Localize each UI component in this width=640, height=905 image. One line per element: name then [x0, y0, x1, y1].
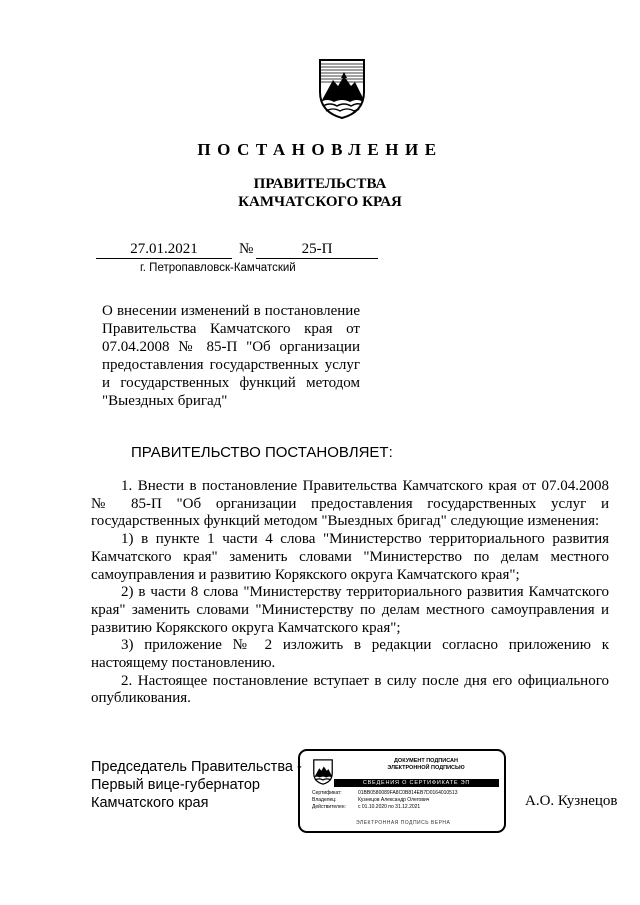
decree-paragraph: 2) в части 8 слова "Министерству территориального развития Камчатского края" заменить словами "Министерству по делам местного самоуправления и развитию Корякского округа Камчатского края";: [91, 584, 609, 636]
stamp-certificate-row: [312, 790, 458, 797]
signatory-position-line: Первый вице-губернатор: [91, 777, 260, 793]
stamp-header: [356, 758, 496, 772]
decree-paragraph: 1. Внести в постановление Правительства Камчатского края от 07.04.2008 № 85-П "Об организации предоставления государственных услуг и государственных функций методом "Выездных бригад" следующие изменения:: [91, 478, 609, 530]
stamp-row-value: 01BB0580089FA8C0B814EB7D0164010513: [358, 790, 458, 796]
stamp-row-label: Сертификат:: [312, 790, 342, 796]
signatory-position-line: Председатель Правительства -: [91, 759, 302, 775]
decree-paragraph: 1) в пункте 1 части 4 слова "Министерство территориального развития Камчатского края" заменить словами "Министерство по делам местного самоуправления и развитию Корякского округа Камчатского края";: [91, 531, 609, 583]
number-sign: №: [239, 241, 254, 257]
stamp-footer: ЭЛЕКТРОННАЯ ПОДПИСЬ ВЕРНА: [356, 820, 451, 826]
decree-paragraph: 2. Настоящее постановление вступает в силу после дня его официального опубликования.: [91, 672, 609, 707]
subject-text: О внесении изменений в постановление Правительства Камчатского края от 07.04.2008 № 85-П "Об организации предоставления государственных услуг и государственных функций методом "Выездных бригад": [102, 303, 360, 409]
decree-heading: ПРАВИТЕЛЬСТВО ПОСТАНОВЛЯЕТ:: [131, 444, 393, 461]
issuer-line-1: ПРАВИТЕЛЬСТВА: [253, 176, 387, 192]
document-city: г. Петропавловск-Камчатский: [140, 262, 296, 274]
stamp-details: [312, 790, 458, 811]
document-subject: [102, 302, 360, 410]
stamp-row-value: с 01.10.2020 по 31.12.2021: [358, 804, 421, 810]
kamchatka-coat-of-arms-icon: [317, 58, 367, 120]
stamp-header-line: ЭЛЕКТРОННОЙ ПОДПИСЬЮ: [387, 765, 465, 771]
stamp-certificate-bar: СВЕДЕНИЯ О СЕРТИФИКАТЕ ЭП: [334, 779, 499, 787]
issuer-line-2: КАМЧАТСКОГО КРАЯ: [238, 194, 402, 210]
document-number: 25-П: [256, 241, 378, 259]
kamchatka-coat-of-arms-icon: [312, 759, 334, 785]
decree-paragraph: 3) приложение № 2 изложить в редакции согласно приложению к настоящему постановлению.: [91, 637, 609, 672]
stamp-row-value: Кузнецов Александр Олегович: [358, 797, 430, 803]
signatory-position: [91, 758, 302, 812]
stamp-valid-row: [312, 804, 458, 811]
stamp-header-line: ДОКУМЕНТ ПОДПИСАН: [394, 758, 458, 764]
signatory-name: А.О. Кузнецов: [525, 793, 618, 809]
stamp-row-label: Действителен:: [312, 804, 346, 810]
document-date: 27.01.2021: [96, 241, 232, 259]
stamp-owner-row: [312, 797, 458, 804]
e-signature-stamp: [298, 749, 506, 833]
decree-body: [91, 478, 609, 708]
document-title: ПОСТАНОВЛЕНИЕ: [197, 140, 443, 159]
stamp-row-label: Владелец:: [312, 797, 337, 803]
signatory-position-line: Камчатского края: [91, 795, 209, 811]
